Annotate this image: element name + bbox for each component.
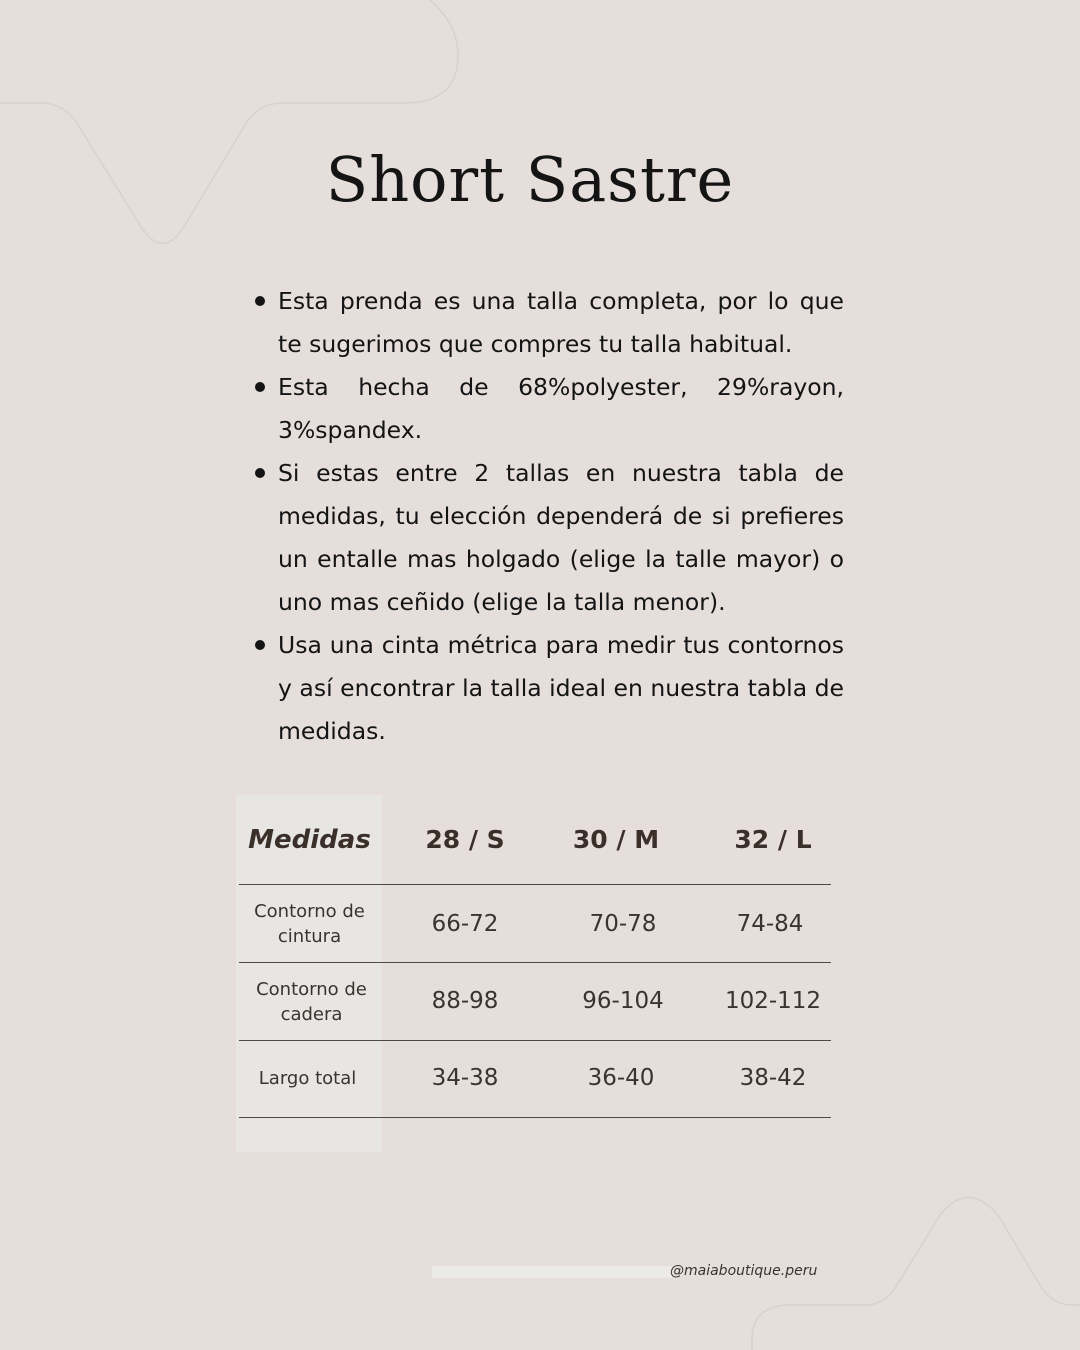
instagram-handle: @maiaboutique.peru bbox=[670, 1263, 818, 1279]
table-header-size-l: 32 / L bbox=[734, 825, 812, 854]
page-title: Short Sastre bbox=[325, 143, 735, 216]
table-cell: 74-84 bbox=[736, 911, 804, 937]
table-cell: 70-78 bbox=[589, 911, 657, 937]
table-cell: 102-112 bbox=[724, 988, 822, 1014]
table-cell: 88-98 bbox=[431, 988, 499, 1014]
table-header-medidas: Medidas bbox=[248, 825, 371, 855]
table-header-size-s: 28 / S bbox=[425, 825, 505, 854]
row-label-largo: Largo total bbox=[258, 1068, 357, 1089]
table-cell: 38-42 bbox=[739, 1065, 807, 1091]
table-divider bbox=[239, 962, 831, 963]
info-bullet-list bbox=[278, 280, 844, 753]
table-divider bbox=[239, 1040, 831, 1041]
info-bullet: Si estas entre 2 tallas en nuestra tabla de medidas, tu elección dependerá de si prefieres un entalle mas holgado (elige la talle mayor) o uno mas ceñido (elige la talla menor). bbox=[278, 452, 844, 624]
table-header-size-m: 30 / M bbox=[572, 825, 660, 854]
info-bullet: Esta prenda es una talla completa, por lo que te sugerimos que compres tu talla habitual. bbox=[278, 280, 844, 366]
table-cell: 36-40 bbox=[587, 1065, 655, 1091]
table-divider bbox=[239, 884, 831, 885]
table-cell: 66-72 bbox=[431, 911, 499, 937]
row-label-cadera: Contorno de cadera bbox=[256, 979, 367, 1025]
info-bullet: Usa una cinta métrica para medir tus contornos y así encontrar la talla ideal en nuestra tabla de medidas. bbox=[278, 624, 844, 753]
row-label-cintura: Contorno de cintura bbox=[254, 901, 365, 947]
table-divider bbox=[239, 1117, 831, 1118]
footer-bar bbox=[432, 1266, 672, 1278]
info-bullet: Esta hecha de 68%polyester, 29%rayon, 3%spandex. bbox=[278, 366, 844, 452]
table-cell: 96-104 bbox=[582, 988, 664, 1014]
table-cell: 34-38 bbox=[431, 1065, 499, 1091]
